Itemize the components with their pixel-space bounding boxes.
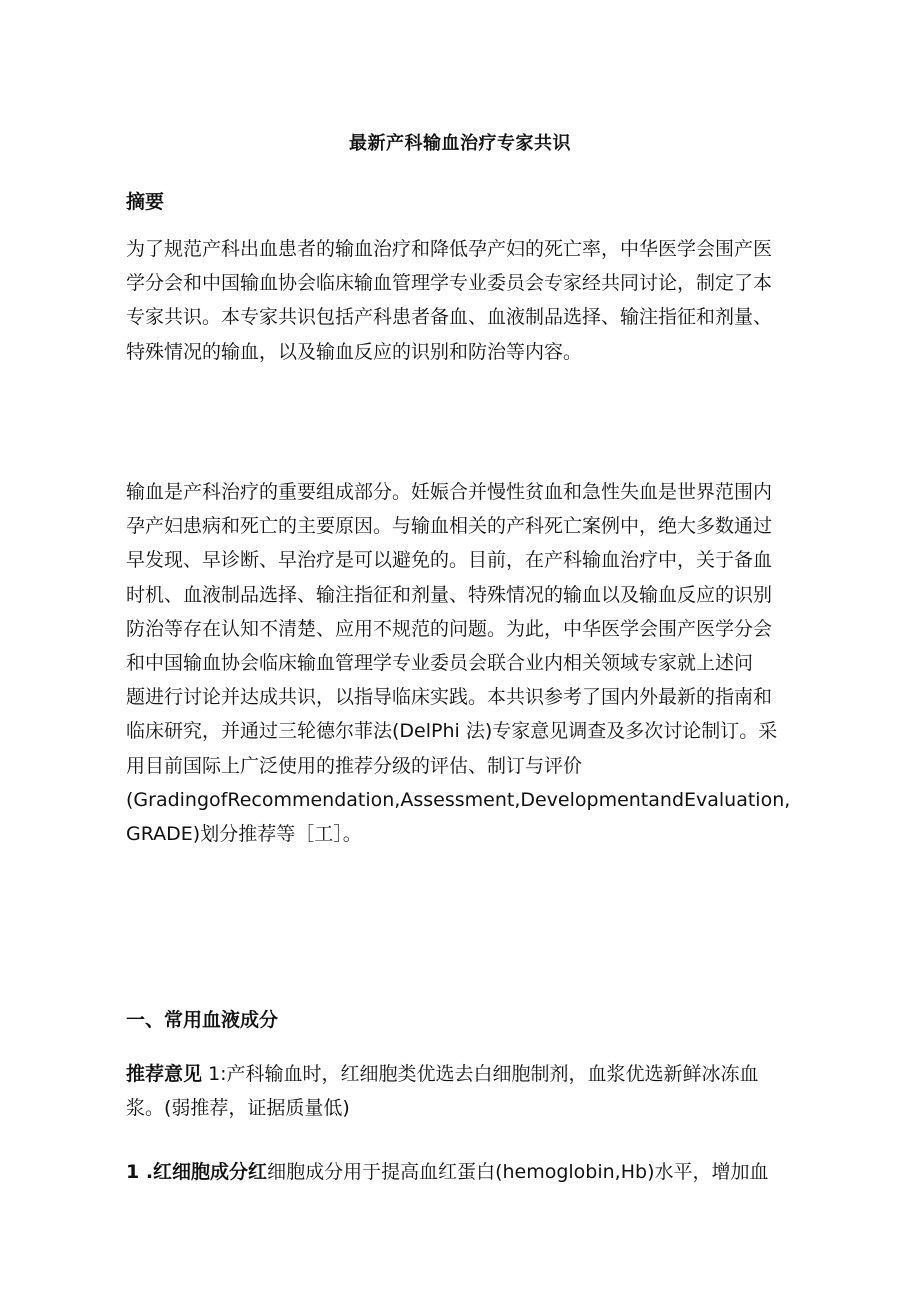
abstract-line: 专家共识。本专家共识包括产科患者备血、血液制品选择、输注指征和剂量、 [126, 306, 773, 329]
intro-paragraph [126, 475, 816, 851]
item-text: 细胞成分用于提高血红蛋白(hemoglobin,Hb)水平，增加血 [267, 1161, 769, 1183]
abstract-paragraph [126, 232, 816, 369]
intro-line: 输血是产科治疗的重要组成部分。妊娠合并慢性贫血和急性失血是世界范围内 [126, 481, 773, 503]
abstract-line: 为了规范产科出血患者的输血治疗和降低孕产妇的死亡率，中华医学会围产医 [126, 238, 773, 260]
item-label: 1 .红细胞成分红 [126, 1161, 268, 1183]
intro-line: 孕产妇患病和死亡的主要原因。与输血相关的产科死亡案例中，绝大多数通过 [126, 515, 773, 538]
abstract-line: 学分会和中国输血协会临床输血管理学专业委员会专家经共同讨论，制定了本 [126, 272, 773, 295]
intro-line: 临床研究，并通过三轮德尔菲法(DelPhi 法)专家意见调查及多次讨论制订。采 [126, 720, 778, 743]
abstract-line: 特殊情况的输血，以及输血反应的识别和防治等内容。 [126, 340, 583, 363]
recommendation-label: 推荐意见 [126, 1063, 203, 1085]
intro-line: 用目前国际上广泛使用的推荐分级的评估、制订与评价 [126, 754, 583, 777]
document-title: 最新产科输血治疗专家共识 [349, 133, 571, 154]
item-paragraph [126, 1155, 816, 1189]
intro-line: (GradingofRecommendation,Assessment,DevelopmentandEvaluation, [126, 788, 791, 811]
intro-line: 题进行讨论并达成共识，以指导临床实践。本共识参考了国内外最新的指南和 [126, 686, 773, 709]
intro-line: 和中国输血协会临床输血管理学专业委员会联合业内相关领域专家就上述问 [126, 652, 754, 675]
recommendation-line: 浆。(弱推荐，证据质量低) [126, 1097, 350, 1120]
intro-line: 时机、血液制品选择、输注指征和剂量、特殊情况的输血以及输血反应的识别 [126, 583, 773, 606]
abstract-heading: 摘要 [126, 191, 165, 213]
recommendation-line [126, 1057, 816, 1091]
intro-line: 防治等存在认知不清楚、应用不规范的问题。为此，中华医学会围产医学分会 [126, 617, 773, 640]
section-heading: 一、常用血液成分 [126, 1009, 279, 1031]
recommendation-text: 1:产科输血时，红细胞类优选去白细胞制剂，血浆优选新鲜冰冻血 [208, 1063, 759, 1085]
item-line [126, 1155, 816, 1189]
intro-line: 早发现、早诊断、早治疗是可以避免的。目前，在产科输血治疗中，关于备血 [126, 549, 773, 572]
recommendation-paragraph [126, 1057, 816, 1125]
intro-line: GRADE)划分推荐等［工］。 [126, 823, 362, 846]
